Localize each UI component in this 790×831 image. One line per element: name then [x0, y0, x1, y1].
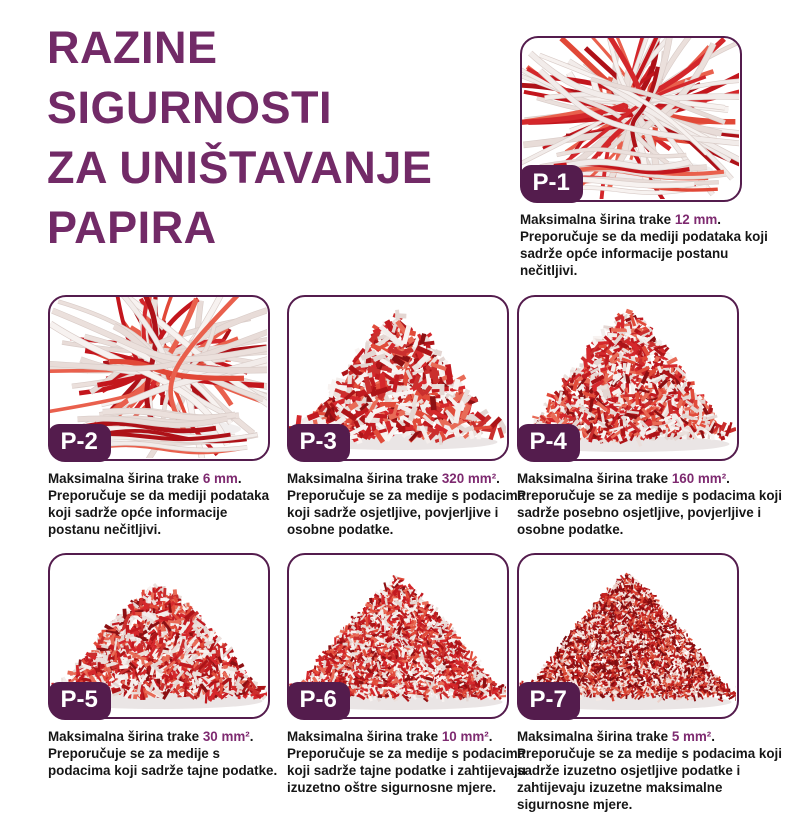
- max-strip-width-value: 6 mm: [202, 471, 238, 486]
- level-description: [517, 470, 783, 538]
- level-description: [287, 470, 533, 538]
- description-text: . Preporučuje se za medije s podacima koji sadrže tajne podatke i zahtijevaju izuzetno oštre sigurnosne mjere.: [287, 729, 526, 795]
- shred-photo-frame: [517, 553, 739, 719]
- description-text: Maksimalna širina trake: [48, 471, 203, 486]
- level-description: [48, 728, 282, 779]
- level-description: [517, 728, 783, 813]
- max-strip-width-value: 30 mm²: [202, 729, 250, 744]
- security-level-card-p1: [520, 36, 768, 279]
- level-description: [520, 211, 778, 279]
- level-badge: P-1: [520, 165, 583, 203]
- level-description: [48, 470, 282, 538]
- level-badge: P-7: [517, 682, 580, 720]
- max-strip-width-value: 10 mm²: [441, 729, 489, 744]
- description-text: Maksimalna širina trake: [517, 729, 672, 744]
- page-title-line: SIGURNOSTI: [47, 82, 333, 133]
- description-text: Maksimalna širina trake: [517, 471, 672, 486]
- description-text: Maksimalna širina trake: [287, 729, 442, 744]
- page-title-line: ZA UNIŠTAVANJE: [47, 142, 433, 193]
- security-level-card-p5: [48, 553, 278, 779]
- level-badge: P-6: [287, 682, 350, 720]
- security-level-card-p7: [517, 553, 782, 813]
- max-strip-width-value: 5 mm²: [671, 729, 712, 744]
- level-badge: P-5: [48, 682, 111, 720]
- description-text: . Preporučuje se za medije s podacima koji sadrže posebno osjetljive, povjerljive i osobne podatke.: [517, 471, 782, 537]
- description-text: . Preporučuje se za medije s podacima koji sadrže izuzetno osjetljive podatke i zahtijevaju izuzetne maksimalne sigurnosne mjere.: [517, 729, 782, 812]
- max-strip-width-value: 160 mm²: [671, 471, 727, 486]
- description-text: Maksimalna širina trake: [48, 729, 203, 744]
- security-level-card-p2: [48, 295, 270, 538]
- description-text: . Preporučuje se da mediji podataka koji sadrže opće informacije postanu nečitljivi.: [48, 471, 270, 537]
- shred-photo-frame: [287, 295, 509, 461]
- shred-photo-frame: [287, 553, 509, 719]
- max-strip-width-value: 320 mm²: [441, 471, 497, 486]
- description-text: Maksimalna širina trake: [287, 471, 442, 486]
- description-text: . Preporučuje se za medije s podacima koji sadrže tajne podatke.: [48, 729, 278, 778]
- shred-photo-frame: [48, 553, 270, 719]
- page-title-line: PAPIRA: [47, 202, 217, 253]
- security-level-card-p4: [517, 295, 782, 538]
- level-badge: P-3: [287, 424, 350, 462]
- security-level-card-p6: [287, 553, 526, 796]
- level-badge: P-4: [517, 424, 580, 462]
- shred-photo-frame: [48, 295, 270, 461]
- page-title: [47, 18, 432, 258]
- page-title-line: RAZINE: [47, 22, 218, 73]
- shred-photo-frame: [520, 36, 742, 202]
- max-strip-width-value: 12 mm: [674, 212, 718, 227]
- shred-photo-frame: [517, 295, 739, 461]
- description-text: . Preporučuje se da mediji podataka koji sadrže opće informacije postanu nečitljivi.: [520, 212, 768, 278]
- description-text: . Preporučuje se za medije s podacima koji sadrže osjetljive, povjerljive i osobne podatke.: [287, 471, 526, 537]
- security-level-card-p3: [287, 295, 526, 538]
- level-badge: P-2: [48, 424, 111, 462]
- description-text: Maksimalna širina trake: [520, 212, 675, 227]
- level-description: [287, 728, 533, 796]
